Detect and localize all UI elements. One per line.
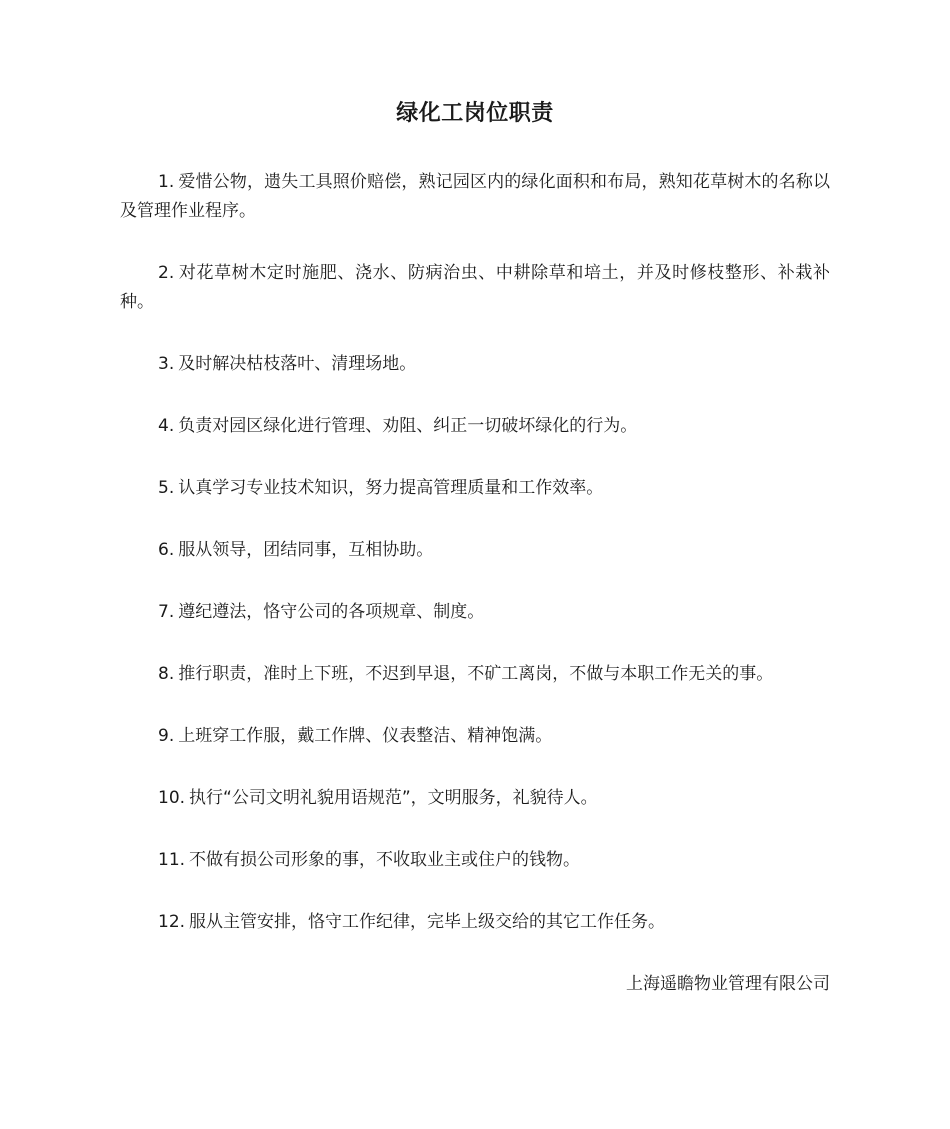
duty-item — [120, 350, 830, 379]
duty-item-text: 对花草树木定时施肥、浇水、防病治虫、中耕除草和培土，并及时修枝整形、补栽补种。 — [120, 263, 830, 312]
duty-item — [120, 259, 830, 317]
duty-item-number: 9. — [158, 726, 175, 746]
duty-item — [120, 598, 830, 627]
duty-item — [120, 660, 830, 689]
duty-item-number: 3. — [158, 354, 175, 374]
duty-item-text: 遵纪遵法，恪守公司的各项规章、制度。 — [178, 602, 485, 622]
duty-item-text: 上班穿工作服，戴工作牌、仪表整洁、精神饱满。 — [178, 726, 553, 746]
duty-item-number: 1. — [158, 172, 175, 192]
duty-item — [120, 474, 830, 503]
duty-item — [120, 536, 830, 565]
duty-item — [120, 168, 830, 226]
duty-item-number: 4. — [158, 416, 175, 436]
duty-item-number: 11. — [158, 850, 186, 870]
duty-item — [120, 846, 830, 875]
duty-item-number: 8. — [158, 664, 175, 684]
duty-item-text: 负责对园区绿化进行管理、劝阻、纠正一切破坏绿化的行为。 — [178, 416, 638, 436]
duty-list — [120, 168, 830, 970]
duty-item-number: 10. — [158, 788, 186, 808]
duty-item-text: 及时解决枯枝落叶、清理场地。 — [178, 354, 417, 374]
duty-item-text: 认真学习专业技术知识，努力提高管理质量和工作效率。 — [178, 478, 604, 498]
duty-item — [120, 722, 830, 751]
duty-item-number: 7. — [158, 602, 175, 622]
duty-item — [120, 908, 830, 937]
company-signature: 上海遥瞻物业管理有限公司 — [626, 974, 830, 994]
page-title: 绿化工岗位职责 — [396, 101, 554, 126]
duty-item — [120, 784, 830, 813]
duty-item-number: 6. — [158, 540, 175, 560]
duty-item — [120, 412, 830, 441]
duty-item-text: 爱惜公物，遗失工具照价赔偿，熟记园区内的绿化面积和布局，熟知花草树木的名称以及管理作业程序。 — [120, 172, 830, 221]
duty-item-text: 服从主管安排，恪守工作纪律，完毕上级交给的其它工作任务。 — [189, 912, 666, 932]
duty-item-text: 推行职责，准时上下班，不迟到早退，不矿工离岗，不做与本职工作无关的事。 — [178, 664, 774, 684]
duty-item-number: 5. — [158, 478, 175, 498]
duty-item-number: 12. — [158, 912, 186, 932]
duty-item-text: 执行“公司文明礼貌用语规范”，文明服务，礼貌待人。 — [189, 788, 598, 808]
duty-item-text: 不做有损公司形象的事，不收取业主或住户的钱物。 — [189, 850, 581, 870]
duty-item-number: 2. — [158, 263, 175, 283]
duty-item-text: 服从领导，团结同事，互相协助。 — [178, 540, 434, 560]
